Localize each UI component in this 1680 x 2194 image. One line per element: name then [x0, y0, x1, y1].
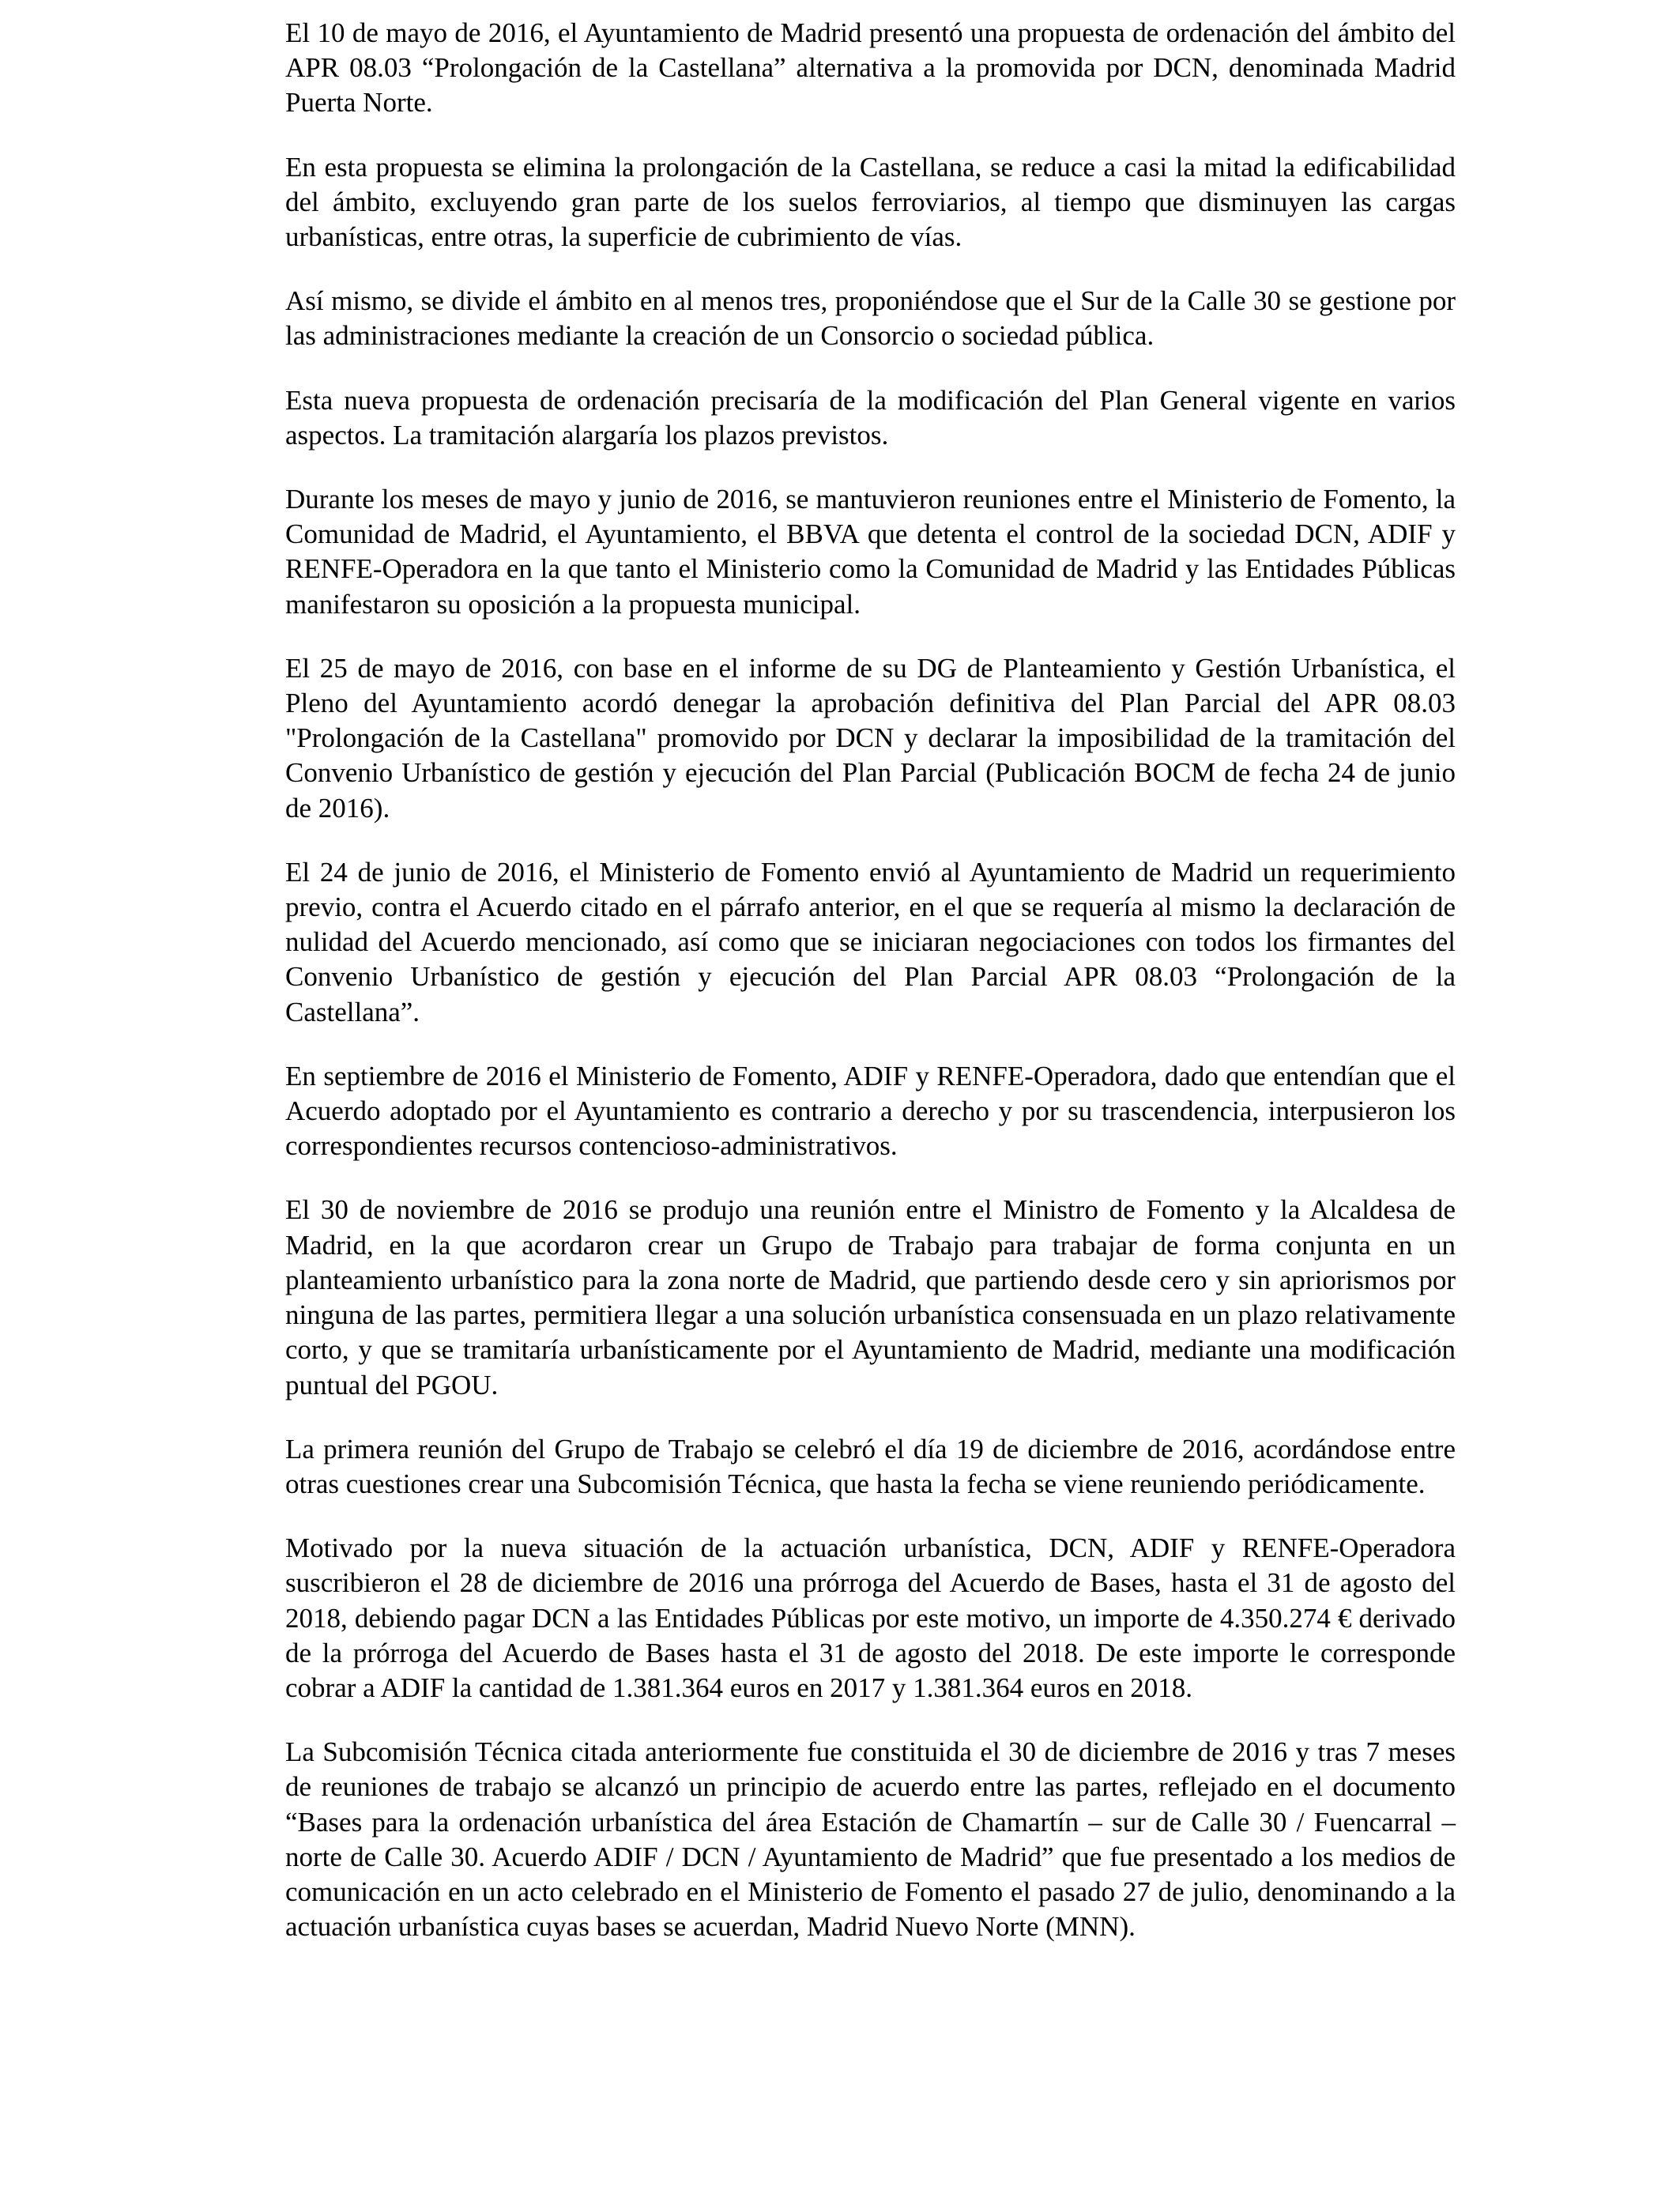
paragraph-2: En esta propuesta se elimina la prolongación de la Castellana, se reduce a casi la mitad la edificabilidad del ámbito, excluyendo gran parte de los suelos ferroviarios, al tiempo que disminuyen las cargas urbanísticas, entre otras, la superficie de cubrimiento de vías.	[285, 151, 1456, 253]
paragraph-9: El 30 de noviembre de 2016 se produjo una reunión entre el Ministro de Fomento y la Alcaldesa de Madrid, en la que acordaron crear un Grupo de Trabajo para trabajar de forma conjunta en un planteamiento urbanístico para la zona norte de Madrid, que partiendo desde cero y sin apriorismos por ninguna de las partes, permitiera llegar a una solución urbanística consensuada en un plazo relativamente corto, y que se tramitaría urbanísticamente por el Ayuntamiento de Madrid, mediante una modificación puntual del PGOU.	[285, 1194, 1456, 1400]
paragraph-12: La Subcomisión Técnica citada anteriormente fue constituida el 30 de diciembre de 2016 y tras 7 meses de reuniones de trabajo se alcanzó un principio de acuerdo entre las partes, reflejado en el documento “Bases para la ordenación urbanística del área Estación de Chamartín – sur de Calle 30 / Fuencarral – norte de Calle 30. Acuerdo ADIF / DCN / Ayuntamiento de Madrid” que fue presentado a los medios de comunicación en un acto celebrado en el Ministerio de Fomento el pasado 27 de julio, denominando a la actuación urbanística cuyas bases se acuerdan, Madrid Nuevo Norte (MNN).	[285, 1736, 1456, 1943]
paragraph-5: Durante los meses de mayo y junio de 2016, se mantuvieron reuniones entre el Ministerio de Fomento, la Comunidad de Madrid, el Ayuntamiento, el BBVA que detenta el control de la sociedad DCN, ADIF y RENFE-Operadora en la que tanto el Ministerio como la Comunidad de Madrid y las Entidades Públicas manifestaron su oposición a la propuesta municipal.	[285, 484, 1456, 620]
document-body	[285, 16, 1456, 1973]
paragraph-6: El 25 de mayo de 2016, con base en el informe de su DG de Planteamiento y Gestión Urbanística, el Pleno del Ayuntamiento acordó denegar la aprobación definitiva del Plan Parcial del APR 08.03 "Prolongación de la Castellana" promovido por DCN y declarar la imposibilidad de la tramitación del Convenio Urbanístico de gestión y ejecución del Plan Parcial (Publicación BOCM de fecha 24 de junio de 2016).	[285, 652, 1456, 824]
paragraph-8: En septiembre de 2016 el Ministerio de Fomento, ADIF y RENFE-Operadora, dado que entendían que el Acuerdo adoptado por el Ayuntamiento es contrario a derecho y por su trascendencia, interpusieron los correspondientes recursos contencioso-administrativos.	[285, 1060, 1456, 1162]
paragraph-4: Esta nueva propuesta de ordenación precisaría de la modificación del Plan General vigente en varios aspectos. La tramitación alargaría los plazos previstos.	[285, 384, 1456, 450]
paragraph-1: El 10 de mayo de 2016, el Ayuntamiento de Madrid presentó una propuesta de ordenación del ámbito del APR 08.03 “Prolongación de la Castellana” alternativa a la promovida por DCN, denominada Madrid Puerta Norte.	[285, 17, 1456, 119]
paragraph-7: El 24 de junio de 2016, el Ministerio de Fomento envió al Ayuntamiento de Madrid un requerimiento previo, contra el Acuerdo citado en el párrafo anterior, en el que se requería al mismo la declaración de nulidad del Acuerdo mencionado, así como que se iniciaran negociaciones con todos los firmantes del Convenio Urbanístico de gestión y ejecución del Plan Parcial APR 08.03 “Prolongación de la Castellana”.	[285, 856, 1456, 1027]
paragraph-3: Así mismo, se divide el ámbito en al menos tres, proponiéndose que el Sur de la Calle 30 se gestione por las administraciones mediante la creación de un Consorcio o sociedad pública.	[285, 285, 1456, 352]
paragraph-11: Motivado por la nueva situación de la actuación urbanística, DCN, ADIF y RENFE-Operadora suscribieron el 28 de diciembre de 2016 una prórroga del Acuerdo de Bases, hasta el 31 de agosto del 2018, debiendo pagar DCN a las Entidades Públicas por este motivo, un importe de 4.350.274 € derivado de la prórroga del Acuerdo de Bases hasta el 31 de agosto del 2018. De este importe le corresponde cobrar a ADIF la cantidad de 1.381.364 euros en 2017 y 1.381.364 euros en 2018.	[285, 1532, 1456, 1703]
paragraph-10: La primera reunión del Grupo de Trabajo se celebró el día 19 de diciembre de 2016, acordándose entre otras cuestiones crear una Subcomisión Técnica, que hasta la fecha se viene reuniendo periódicamente.	[285, 1433, 1456, 1499]
